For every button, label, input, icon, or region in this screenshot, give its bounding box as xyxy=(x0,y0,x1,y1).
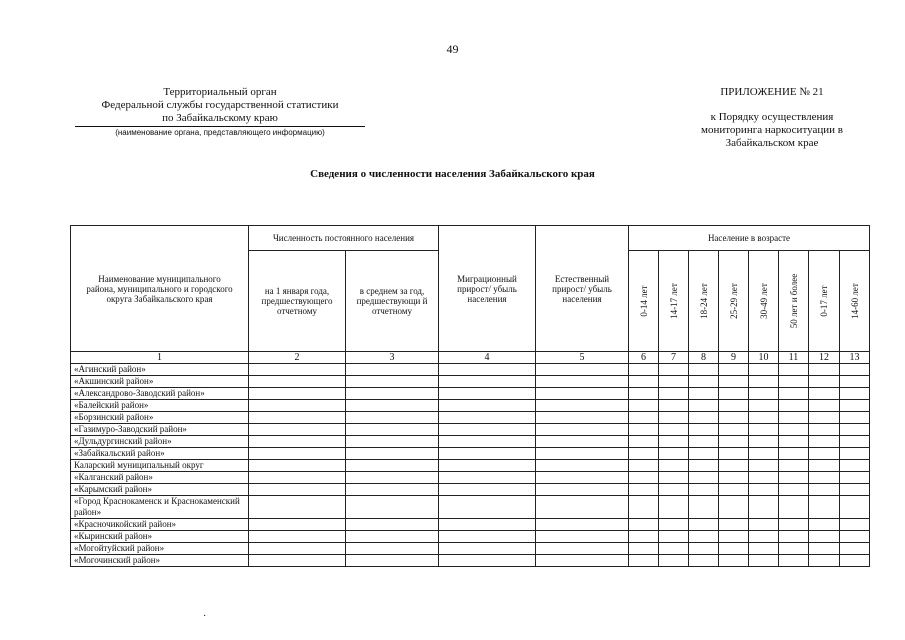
table-row xyxy=(71,448,870,460)
table-cell xyxy=(719,412,749,424)
table-cell xyxy=(536,496,629,519)
table-row xyxy=(71,364,870,376)
table-row xyxy=(71,496,870,519)
organization-block xyxy=(70,86,370,138)
population-table xyxy=(70,225,870,567)
table-cell xyxy=(439,400,536,412)
table-cell xyxy=(536,519,629,531)
table-cell xyxy=(779,376,809,388)
table-cell xyxy=(629,364,659,376)
table-cell xyxy=(536,364,629,376)
table-cell xyxy=(629,376,659,388)
table-row xyxy=(71,436,870,448)
table-cell xyxy=(629,436,659,448)
table-cell xyxy=(779,472,809,484)
header-age-6 xyxy=(779,251,809,352)
table-cell xyxy=(346,472,439,484)
table-row xyxy=(71,376,870,388)
table-cell xyxy=(689,388,719,400)
table-cell xyxy=(689,555,719,567)
table-row xyxy=(71,484,870,496)
table-cell xyxy=(809,496,840,519)
column-number: 5 xyxy=(536,352,629,364)
table-cell xyxy=(629,531,659,543)
table-cell xyxy=(536,388,629,400)
table-cell xyxy=(840,448,870,460)
column-number: 6 xyxy=(629,352,659,364)
table-cell xyxy=(536,400,629,412)
table-cell xyxy=(779,424,809,436)
header-age-2 xyxy=(659,251,689,352)
table-cell xyxy=(749,543,779,555)
table-cell xyxy=(249,388,346,400)
header-age-label: 25-29 лет xyxy=(728,283,739,319)
table-cell xyxy=(749,460,779,472)
header-age-label: 0-17 лет xyxy=(819,285,829,317)
table-cell xyxy=(689,448,719,460)
table-cell xyxy=(536,448,629,460)
header-age-label: 14-17 лет xyxy=(668,283,679,319)
table-cell xyxy=(536,460,629,472)
table-cell xyxy=(840,555,870,567)
table-cell xyxy=(719,531,749,543)
table-cell xyxy=(249,519,346,531)
table-row xyxy=(71,543,870,555)
table-cell xyxy=(659,364,689,376)
table-cell xyxy=(749,400,779,412)
organization-caption: (наименование органа, представляющего информацию) xyxy=(115,128,325,137)
table-cell xyxy=(840,460,870,472)
table-cell xyxy=(779,436,809,448)
header-municipality: Наименование муниципального района, муниципального и городского округа Забайкальского края xyxy=(71,226,249,352)
table-cell xyxy=(809,364,840,376)
table-cell xyxy=(809,412,840,424)
table-cell xyxy=(536,436,629,448)
table-cell xyxy=(629,519,659,531)
table-cell xyxy=(346,388,439,400)
header-natural-growth: Естественный прирост/ убыль населения xyxy=(536,226,629,352)
header-migration: Миграционный прирост/ убыль населения xyxy=(439,226,536,352)
header-annual-average: в среднем за год, предшествующи й отчетному xyxy=(346,251,439,352)
municipality-name: «Карымский район» xyxy=(71,484,249,496)
table-cell xyxy=(659,448,689,460)
table-cell xyxy=(629,424,659,436)
page-mark: · xyxy=(203,611,207,622)
table-cell xyxy=(749,424,779,436)
table-cell xyxy=(439,519,536,531)
table-cell xyxy=(779,448,809,460)
table-cell xyxy=(779,484,809,496)
table-cell xyxy=(689,436,719,448)
table-cell xyxy=(719,364,749,376)
table-cell xyxy=(809,400,840,412)
header-age-label: 30-49 лет xyxy=(758,283,769,319)
table-cell xyxy=(249,555,346,567)
table-cell xyxy=(719,436,749,448)
annex-title: ПРИЛОЖЕНИЕ № 21 xyxy=(720,86,824,98)
table-cell xyxy=(840,496,870,519)
municipality-name: «Могочинский район» xyxy=(71,555,249,567)
table-cell xyxy=(689,424,719,436)
table-cell xyxy=(629,543,659,555)
municipality-name: «Газимуро-Заводский район» xyxy=(71,424,249,436)
header-age-8 xyxy=(840,251,870,352)
table-cell xyxy=(809,448,840,460)
table-cell xyxy=(629,496,659,519)
municipality-name: «Кыринский район» xyxy=(71,531,249,543)
table-cell xyxy=(629,484,659,496)
table-cell xyxy=(749,436,779,448)
table-cell xyxy=(629,412,659,424)
table-cell xyxy=(749,364,779,376)
table-cell xyxy=(719,484,749,496)
table-cell xyxy=(249,543,346,555)
table-cell xyxy=(439,424,536,436)
table-cell xyxy=(249,472,346,484)
table-cell xyxy=(689,484,719,496)
table-cell xyxy=(840,543,870,555)
table-cell xyxy=(439,472,536,484)
column-number: 10 xyxy=(749,352,779,364)
table-cell xyxy=(346,484,439,496)
organization-line-3: по Забайкальскому краю xyxy=(162,112,278,124)
header-age-group: Население в возрасте xyxy=(629,226,870,251)
municipality-name: «Город Краснокаменск и Краснокаменский район» xyxy=(71,496,249,519)
table-cell xyxy=(719,519,749,531)
table-cell xyxy=(779,388,809,400)
column-number: 8 xyxy=(689,352,719,364)
table-cell xyxy=(689,376,719,388)
table-row xyxy=(71,388,870,400)
municipality-name: «Александрово-Заводский район» xyxy=(71,388,249,400)
column-number: 2 xyxy=(249,352,346,364)
table-cell xyxy=(779,496,809,519)
table-cell xyxy=(439,496,536,519)
table-cell xyxy=(659,436,689,448)
table-cell xyxy=(840,472,870,484)
table-cell xyxy=(249,531,346,543)
table-cell xyxy=(346,424,439,436)
table-cell xyxy=(659,412,689,424)
table-cell xyxy=(249,484,346,496)
table-cell xyxy=(840,412,870,424)
table-cell xyxy=(629,555,659,567)
table-cell xyxy=(719,496,749,519)
table-cell xyxy=(439,555,536,567)
table-cell xyxy=(629,400,659,412)
table-cell xyxy=(840,376,870,388)
table-cell xyxy=(346,364,439,376)
table-row xyxy=(71,412,870,424)
table-cell xyxy=(659,543,689,555)
table-cell xyxy=(346,436,439,448)
column-number: 1 xyxy=(71,352,249,364)
table-cell xyxy=(840,519,870,531)
table-cell xyxy=(536,376,629,388)
table-cell xyxy=(249,412,346,424)
header-age-1 xyxy=(629,251,659,352)
table-cell xyxy=(779,555,809,567)
table-cell xyxy=(536,531,629,543)
header-age-4 xyxy=(719,251,749,352)
table-cell xyxy=(779,519,809,531)
table-cell xyxy=(840,400,870,412)
table-cell xyxy=(629,460,659,472)
column-number: 11 xyxy=(779,352,809,364)
table-row xyxy=(71,519,870,531)
table-cell xyxy=(346,448,439,460)
table-cell xyxy=(719,555,749,567)
table-cell xyxy=(689,543,719,555)
table-cell xyxy=(719,388,749,400)
table-cell xyxy=(439,484,536,496)
table-cell xyxy=(689,364,719,376)
table-cell xyxy=(840,484,870,496)
table-cell xyxy=(749,472,779,484)
table-cell xyxy=(809,460,840,472)
table-cell xyxy=(439,436,536,448)
table-cell xyxy=(809,555,840,567)
table-cell xyxy=(809,519,840,531)
table-row xyxy=(71,555,870,567)
table-cell xyxy=(719,472,749,484)
municipality-name: «Калганский район» xyxy=(71,472,249,484)
table-cell xyxy=(659,388,689,400)
table-cell xyxy=(439,448,536,460)
table-cell xyxy=(659,519,689,531)
table-cell xyxy=(249,424,346,436)
table-row xyxy=(71,424,870,436)
table-cell xyxy=(719,424,749,436)
table-cell xyxy=(689,400,719,412)
column-number: 4 xyxy=(439,352,536,364)
annex-block xyxy=(672,86,872,150)
table-cell xyxy=(779,364,809,376)
table-cell xyxy=(689,412,719,424)
table-cell xyxy=(749,448,779,460)
table-row xyxy=(71,531,870,543)
municipality-name: «Балейский район» xyxy=(71,400,249,412)
table-cell xyxy=(249,400,346,412)
header-age-label: 0-14 лет xyxy=(638,285,649,317)
table-cell xyxy=(689,519,719,531)
table-cell xyxy=(659,484,689,496)
table-cell xyxy=(659,424,689,436)
table-cell xyxy=(346,412,439,424)
annex-line-1: к Порядку осуществления xyxy=(710,111,834,123)
document-title: Сведения о численности населения Забайкальского края xyxy=(310,168,595,180)
table-cell xyxy=(809,424,840,436)
table-row xyxy=(71,400,870,412)
table-cell xyxy=(249,436,346,448)
municipality-name: «Красночикойский район» xyxy=(71,519,249,531)
table-cell xyxy=(659,460,689,472)
table-cell xyxy=(809,472,840,484)
table-cell xyxy=(749,519,779,531)
table-cell xyxy=(536,484,629,496)
header-age-label: 14-60 лет xyxy=(849,283,860,319)
table-cell xyxy=(749,484,779,496)
table-cell xyxy=(659,400,689,412)
municipality-name: «Борзинский район» xyxy=(71,412,249,424)
table-cell xyxy=(779,400,809,412)
table-cell xyxy=(840,436,870,448)
table-cell xyxy=(439,460,536,472)
table-cell xyxy=(809,376,840,388)
table-cell xyxy=(719,400,749,412)
table-cell xyxy=(779,531,809,543)
header-age-3 xyxy=(689,251,719,352)
table-cell xyxy=(249,448,346,460)
table-cell xyxy=(689,472,719,484)
table-cell xyxy=(719,543,749,555)
table-cell xyxy=(749,555,779,567)
table-cell xyxy=(659,472,689,484)
column-number: 3 xyxy=(346,352,439,364)
table-cell xyxy=(439,543,536,555)
table-cell xyxy=(719,460,749,472)
table-cell xyxy=(439,531,536,543)
header-jan-1: на 1 января года, предшествующего отчетному xyxy=(249,251,346,352)
table-cell xyxy=(749,388,779,400)
column-number: 9 xyxy=(719,352,749,364)
table-cell xyxy=(439,376,536,388)
table-cell xyxy=(536,412,629,424)
table-cell xyxy=(719,376,749,388)
table-cell xyxy=(749,496,779,519)
organization-line-1: Территориальный орган xyxy=(163,86,277,98)
table-cell xyxy=(779,460,809,472)
header-population-group: Численность постоянного населения xyxy=(249,226,439,251)
table-cell xyxy=(840,364,870,376)
header-age-7 xyxy=(809,251,840,352)
table-cell xyxy=(659,376,689,388)
table-cell xyxy=(536,543,629,555)
table-cell xyxy=(346,400,439,412)
table-cell xyxy=(809,543,840,555)
column-number: 13 xyxy=(840,352,870,364)
table-cell xyxy=(249,376,346,388)
table-cell xyxy=(439,364,536,376)
header-age-5 xyxy=(749,251,779,352)
table-cell xyxy=(249,460,346,472)
table-cell xyxy=(536,555,629,567)
table-cell xyxy=(689,460,719,472)
table-cell xyxy=(346,376,439,388)
organization-line-2: Федеральной службы государственной статистики xyxy=(101,99,339,111)
table-cell xyxy=(346,460,439,472)
table-cell xyxy=(629,448,659,460)
table-cell xyxy=(659,531,689,543)
table-cell xyxy=(840,424,870,436)
table-cell xyxy=(536,424,629,436)
table-cell xyxy=(749,531,779,543)
table-cell xyxy=(840,531,870,543)
table-cell xyxy=(779,412,809,424)
municipality-name: «Могойтуйский район» xyxy=(71,543,249,555)
column-number: 12 xyxy=(809,352,840,364)
table-cell xyxy=(809,388,840,400)
table-cell xyxy=(840,388,870,400)
table-cell xyxy=(439,388,536,400)
table-cell xyxy=(346,543,439,555)
header-age-label: 50 лет и более xyxy=(788,273,799,329)
table-cell xyxy=(689,496,719,519)
table-cell xyxy=(536,472,629,484)
table-cell xyxy=(346,531,439,543)
table-cell xyxy=(249,496,346,519)
table-cell xyxy=(346,519,439,531)
table-cell xyxy=(719,448,749,460)
table-cell xyxy=(659,496,689,519)
page-number: 49 xyxy=(446,42,459,56)
annex-line-2: мониторинга наркоситуации в xyxy=(701,124,843,136)
table-cell xyxy=(659,555,689,567)
municipality-name: «Акшинский район» xyxy=(71,376,249,388)
table-cell xyxy=(249,364,346,376)
table-cell xyxy=(779,543,809,555)
header-age-label: 18-24 лет xyxy=(698,283,709,319)
table-cell xyxy=(629,388,659,400)
table-cell xyxy=(809,484,840,496)
table-cell xyxy=(629,472,659,484)
table-cell xyxy=(809,436,840,448)
table-row xyxy=(71,472,870,484)
organization-underline xyxy=(75,126,365,127)
annex-line-3: Забайкальском крае xyxy=(725,137,819,149)
table-cell xyxy=(439,412,536,424)
municipality-name: «Агинский район» xyxy=(71,364,249,376)
table-cell xyxy=(346,555,439,567)
municipality-name: «Забайкальский район» xyxy=(71,448,249,460)
column-number: 7 xyxy=(659,352,689,364)
table-cell xyxy=(749,376,779,388)
municipality-name: «Дульдургинский район» xyxy=(71,436,249,448)
municipality-name: Каларский муниципальный округ xyxy=(71,460,249,472)
table-cell xyxy=(689,531,719,543)
table-row xyxy=(71,460,870,472)
table-cell xyxy=(749,412,779,424)
table-cell xyxy=(809,531,840,543)
table-cell xyxy=(346,496,439,519)
